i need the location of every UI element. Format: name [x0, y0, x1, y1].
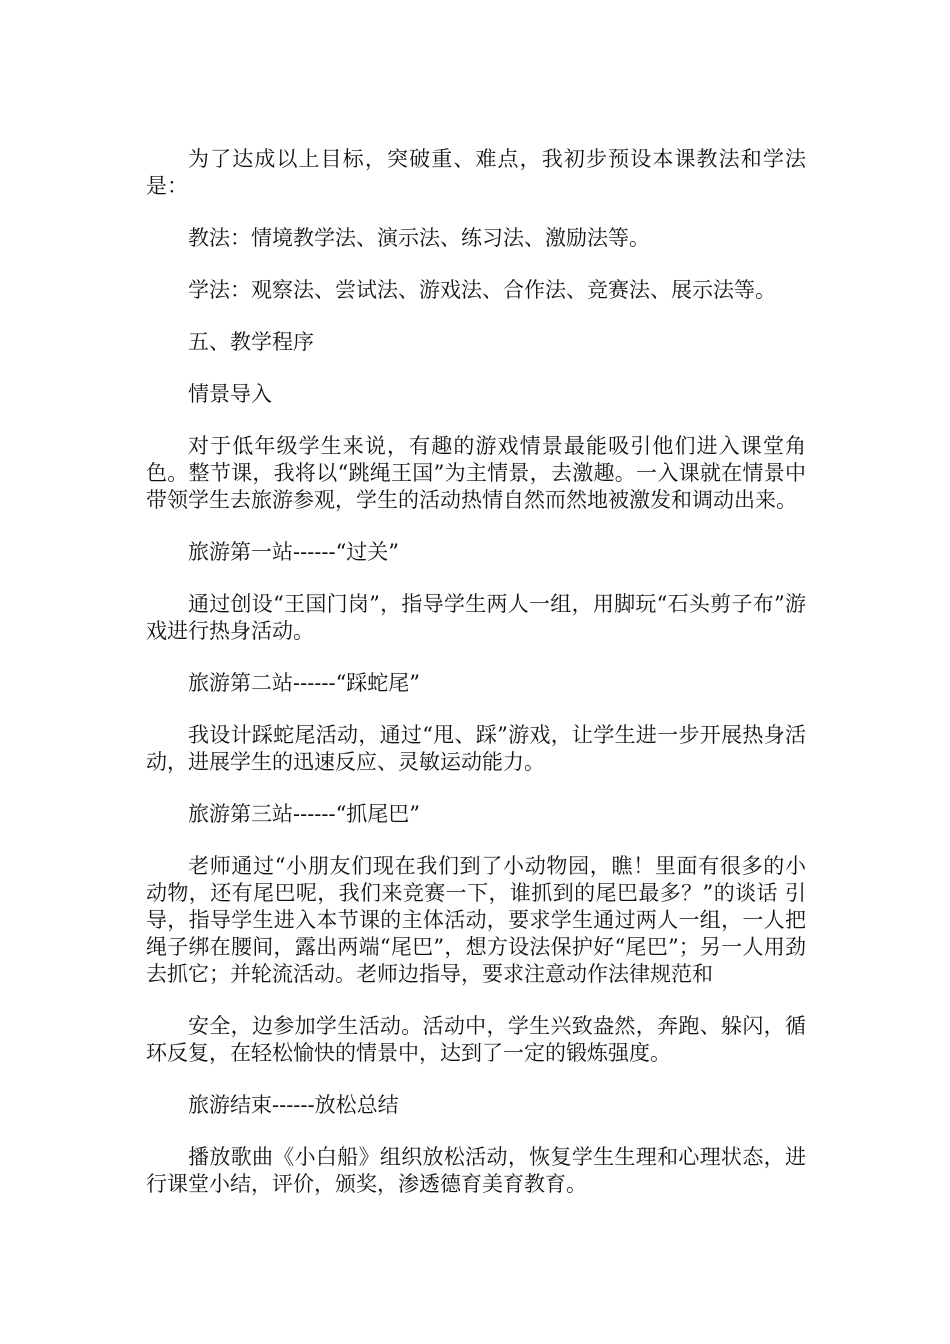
- subheading-tour-end: 旅游结束------放松总结: [188, 1093, 399, 1117]
- section-heading-teaching-procedure: 五、教学程序: [188, 330, 314, 354]
- paragraph-tour-end: 播放歌曲《小白船》组织放松活动，恢复学生生理和心理状态，进行课堂小结，评价，颁奖，渗透德育美育教育。: [146, 1145, 806, 1196]
- paragraph-methods-intro: 为了达成以上目标，突破重、难点，我初步预设本课教法和学法是：: [146, 147, 806, 198]
- paragraph-stop-one: 通过创设“王国门岗”，指导学生两人一组，用脚玩“石头剪子布”游戏进行热身活动。: [146, 592, 806, 643]
- document-body: [146, 146, 806, 1223]
- paragraph-stop-three-continued: 安全，边参加学生活动。活动中，学生兴致盎然，奔跑、躲闪，循环反复，在轻松愉快的情景中，达到了一定的锻炼强度。: [146, 1014, 806, 1065]
- subheading-scenario-intro: 情景导入: [188, 382, 272, 406]
- subheading-stop-one: 旅游第一站------“过关”: [188, 540, 400, 564]
- paragraph-stop-three: 老师通过“小朋友们现在我们到了小动物园，瞧！里面有很多的小动物，还有尾巴呢，我们来竞赛一下，谁抓到的尾巴最多？”的谈话 引导，指导学生进入本节课的主体活动，要求学生通过两人一组，一人把绳子绑在腰间，露出两端“尾巴”，想方设法保护好“尾巴”；另一人用劲去抓它；并轮流活动。老师边指导，要求注意动作法律规范和: [146, 854, 806, 986]
- paragraph-learning-methods: 学法：观察法、尝试法、游戏法、合作法、竞赛法、展示法等。: [188, 278, 776, 302]
- subheading-stop-two: 旅游第二站------“踩蛇尾”: [188, 671, 421, 695]
- paragraph-stop-two: 我设计踩蛇尾活动，通过“甩、踩”游戏，让学生进一步开展热身活动，进展学生的迅速反应、灵敏运动能力。: [146, 723, 806, 774]
- subheading-stop-three: 旅游第三站------“抓尾巴”: [188, 802, 421, 826]
- paragraph-scenario-intro: 对于低年级学生来说，有趣的游戏情景最能吸引他们进入课堂角色。整节课，我将以“跳绳王国”为主情景，去激趣。一入课就在情景中带领学生去旅游参观，学生的活动热情自然而然地被激发和调动出来。: [146, 434, 806, 512]
- paragraph-teaching-methods: 教法：情境教学法、演示法、练习法、激励法等。: [188, 226, 650, 250]
